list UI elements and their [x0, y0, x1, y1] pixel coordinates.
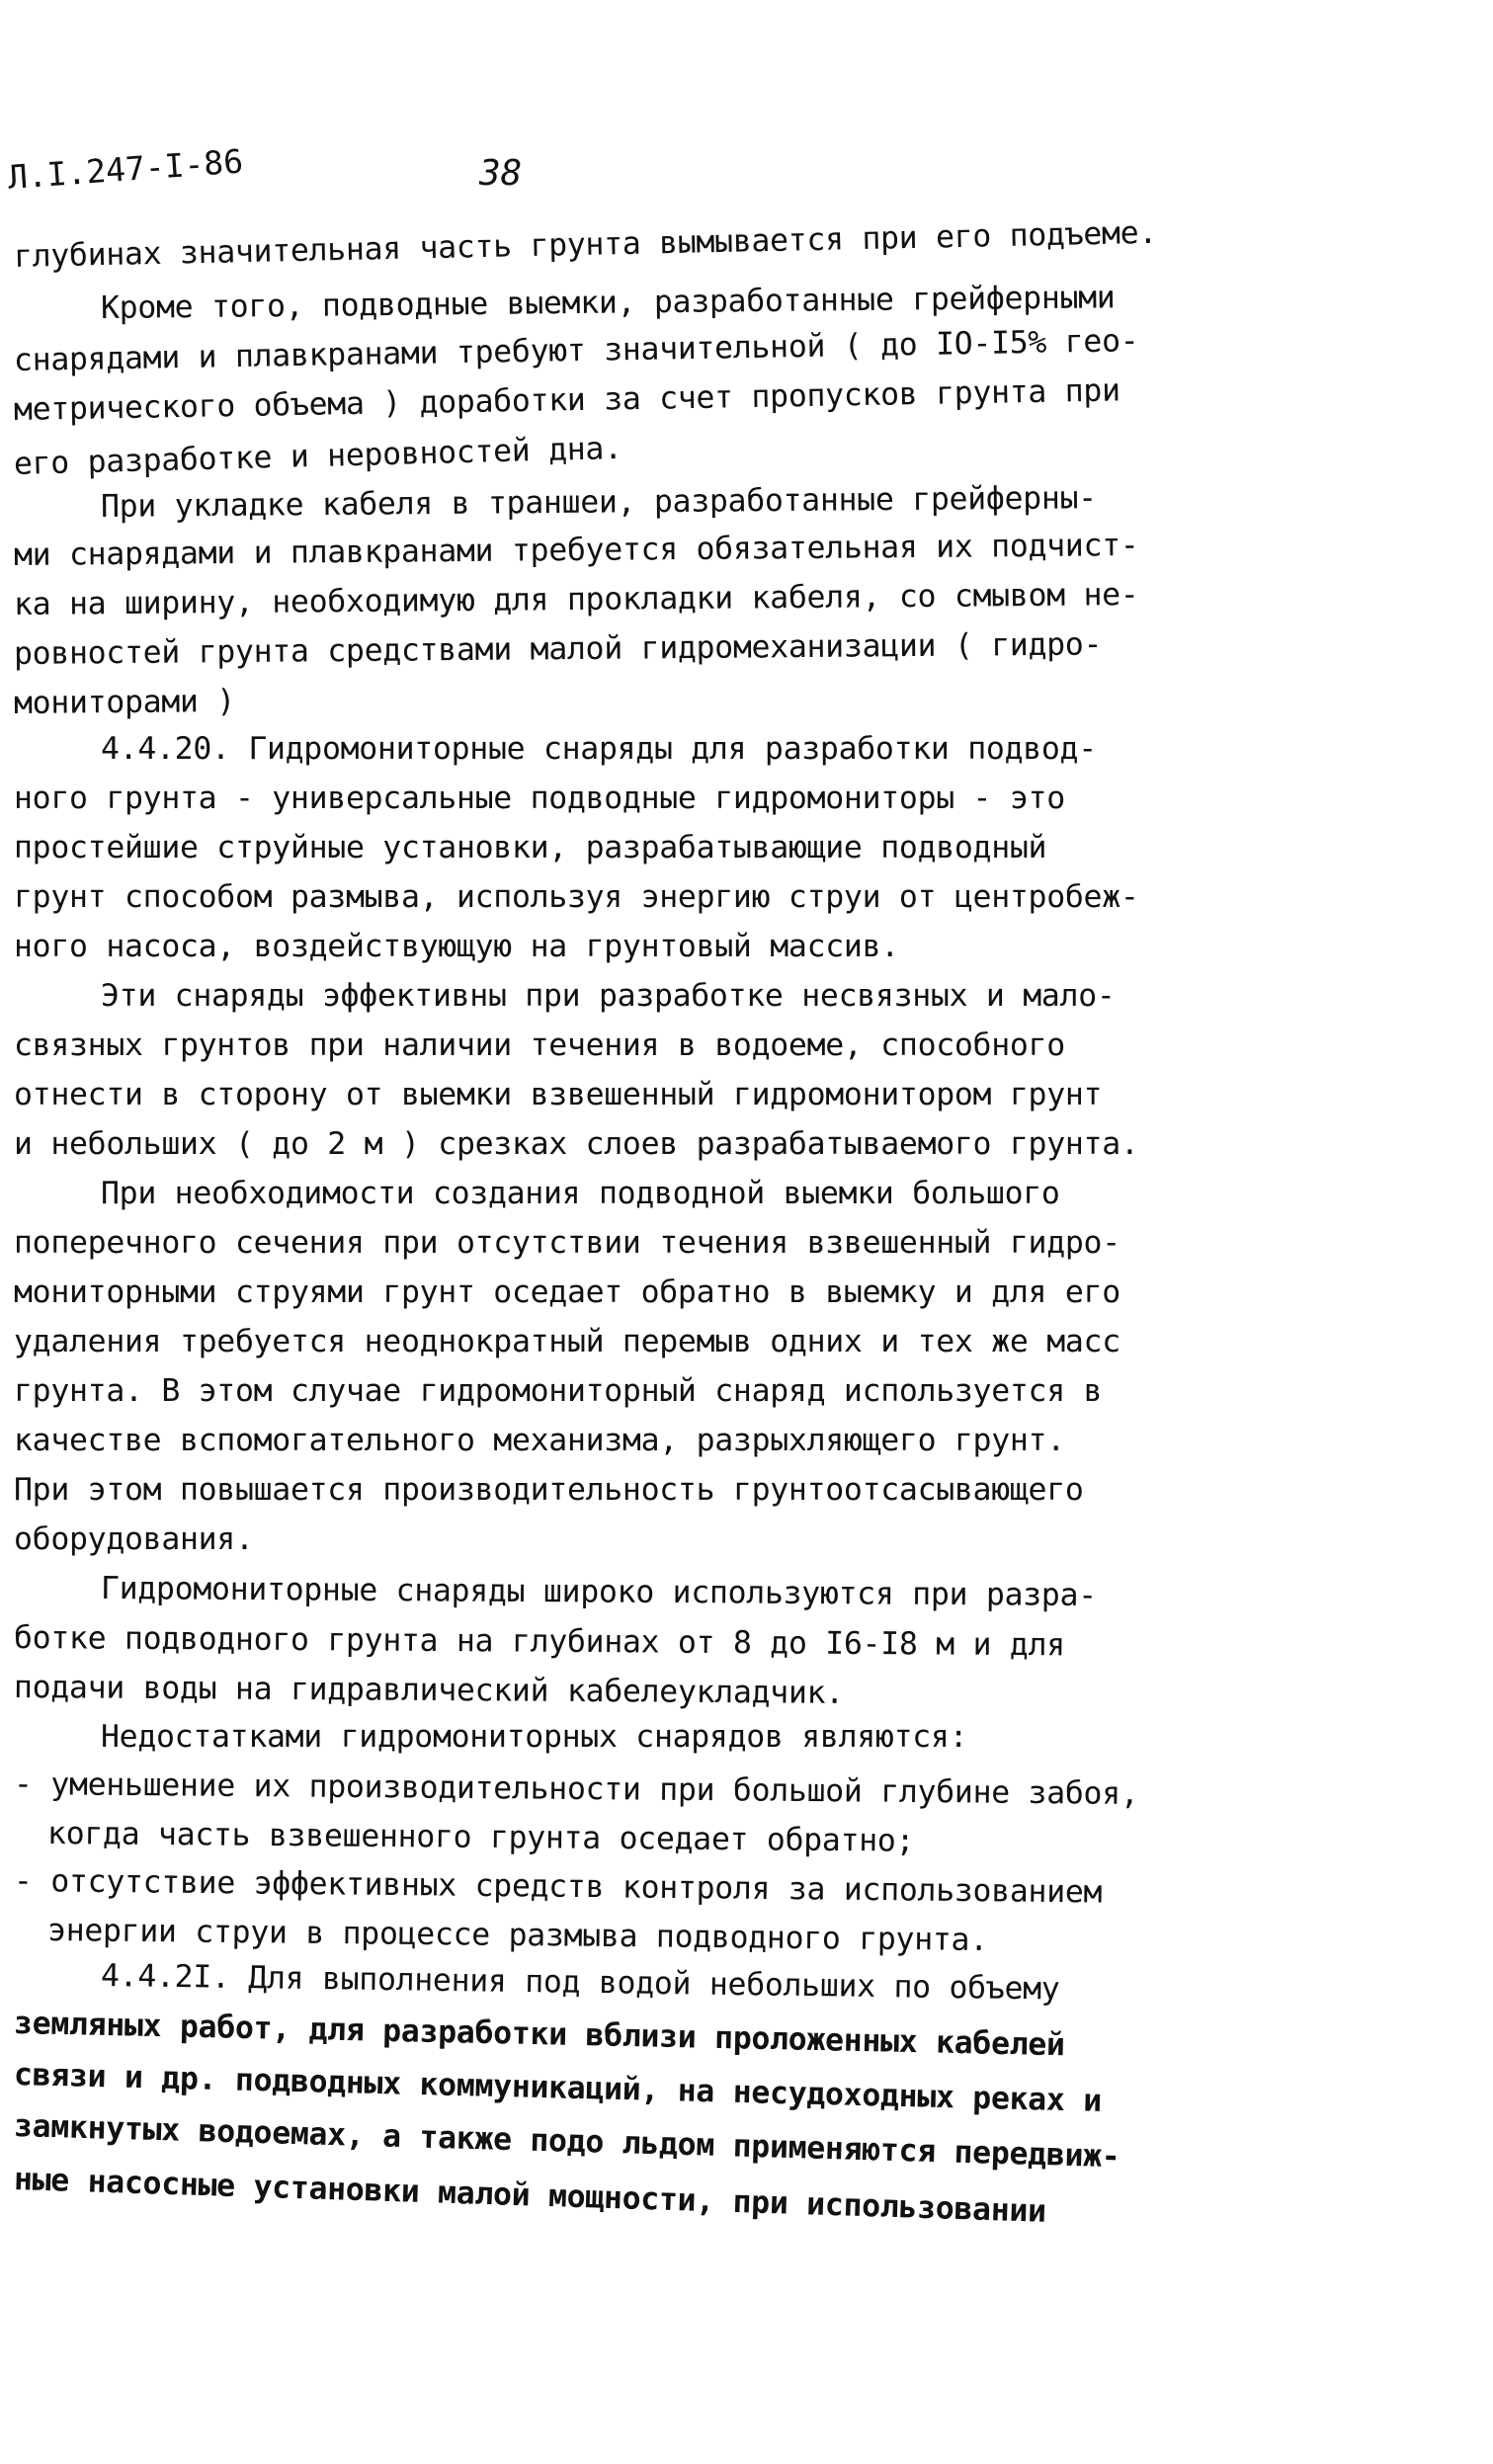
text-line: - уменьшение их производительности при большой глубине забоя, [13, 1766, 1139, 1812]
text-line: Эти снаряды эффективны при разработке несвязных и мало- [101, 978, 1116, 1014]
text-line: подачи воды на гидравлический кабелеукладчик. [13, 1670, 845, 1711]
text-line: ные насосные установки малой мощности, при использовании [13, 2162, 1047, 2230]
text-line: ка на ширину, необходимую для прокладки кабеля, со смывом не- [13, 577, 1139, 622]
text-line: и небольших ( до 2 м ) срезках слоев разрабатываемого грунта. [14, 1126, 1139, 1162]
text-line: снарядами и плавкранами требуют значительной ( до IO-I5% гео- [13, 323, 1139, 378]
text-line: грунта. В этом случае гидромониторный снаряд используется в [14, 1373, 1103, 1409]
text-line: При этом повышается производительность грунтоотсасывающего [14, 1472, 1084, 1508]
text-line: энергии струи в процессе размыва подводного грунта. [46, 1913, 989, 1958]
text-line: поперечного сечения при отсутствии течения взвешенный гидро- [14, 1225, 1120, 1261]
text-line: связных грунтов при наличии течения в водоеме, способного [14, 1027, 1065, 1063]
text-line: когда часть взвешенного грунта оседает обратно; [46, 1816, 915, 1859]
text-line: Гидромониторные снаряды широко используются при разра- [100, 1571, 1097, 1614]
text-line: При необходимости создания подводной выемки большого [101, 1176, 1060, 1211]
text-line: 4.4.2I. Для выполнения под водой небольших по объему [100, 1958, 1060, 2008]
text-line: Недостатками гидромониторных снарядов являются: [101, 1719, 968, 1755]
text-line: - отсутствие эффективных средств контроля за использованием [13, 1863, 1103, 1911]
document-code: Л.I.247-I-86 [6, 141, 245, 197]
text-line: ного грунта - универсальные подводные гидромониторы - это [14, 780, 1065, 816]
text-line: оборудования. [14, 1521, 254, 1557]
page-number: 38 [479, 153, 523, 194]
text-line: отнести в сторону от выемки взвешенный гидромонитором грунт [14, 1077, 1103, 1112]
text-line: мониторными струями грунт оседает обратно в выемку и для его [14, 1274, 1120, 1310]
text-line: глубинах значительная часть грунта вымывается при его подъеме. [13, 214, 1158, 275]
text-line: ровностей грунта средствами малой гидромеханизации ( гидро- [13, 626, 1103, 672]
text-line: ми снарядами и плавкранами требуется обязательная их подчист- [13, 528, 1139, 573]
text-line: метрического объема ) доработки за счет пропусков грунта при [13, 372, 1121, 428]
text-line: мониторами ) [13, 684, 236, 721]
text-line: Кроме того, подводные выемки, разработанные грейферными [100, 280, 1116, 326]
text-line: удаления требуется неоднократный перемыв одних и тех же масс [14, 1324, 1120, 1359]
text-line: При укладке кабеля в траншеи, разработанные грейферны- [100, 480, 1098, 525]
text-line: простейшие струйные установки, разрабатывающие подводный [14, 830, 1047, 865]
text-line: грунт способом размыва, используя энергию струи от центробеж- [14, 879, 1139, 915]
text-line: земляных работ, для разработки вблизи проложенных кабелей [13, 2006, 1066, 2064]
text-line: связи и др. подводных коммуникаций, на несудоходных реках и [13, 2057, 1103, 2119]
text-line: ного насоса, воздействующую на грунтовый массив. [14, 929, 899, 964]
text-line: ботке подводного грунта на глубинах от 8 до I6-I8 м и для [13, 1620, 1065, 1664]
text-line: 4.4.20. Гидромониторные снаряды для разработки подвод- [101, 731, 1097, 767]
text-line: качестве вспомогательного механизма, разрыхляющего грунт. [14, 1423, 1065, 1458]
text-line: его разработке и неровностей дна. [13, 430, 623, 482]
text-line: замкнутых водоемах, а также подо льдом применяются передвиж- [13, 2108, 1120, 2176]
